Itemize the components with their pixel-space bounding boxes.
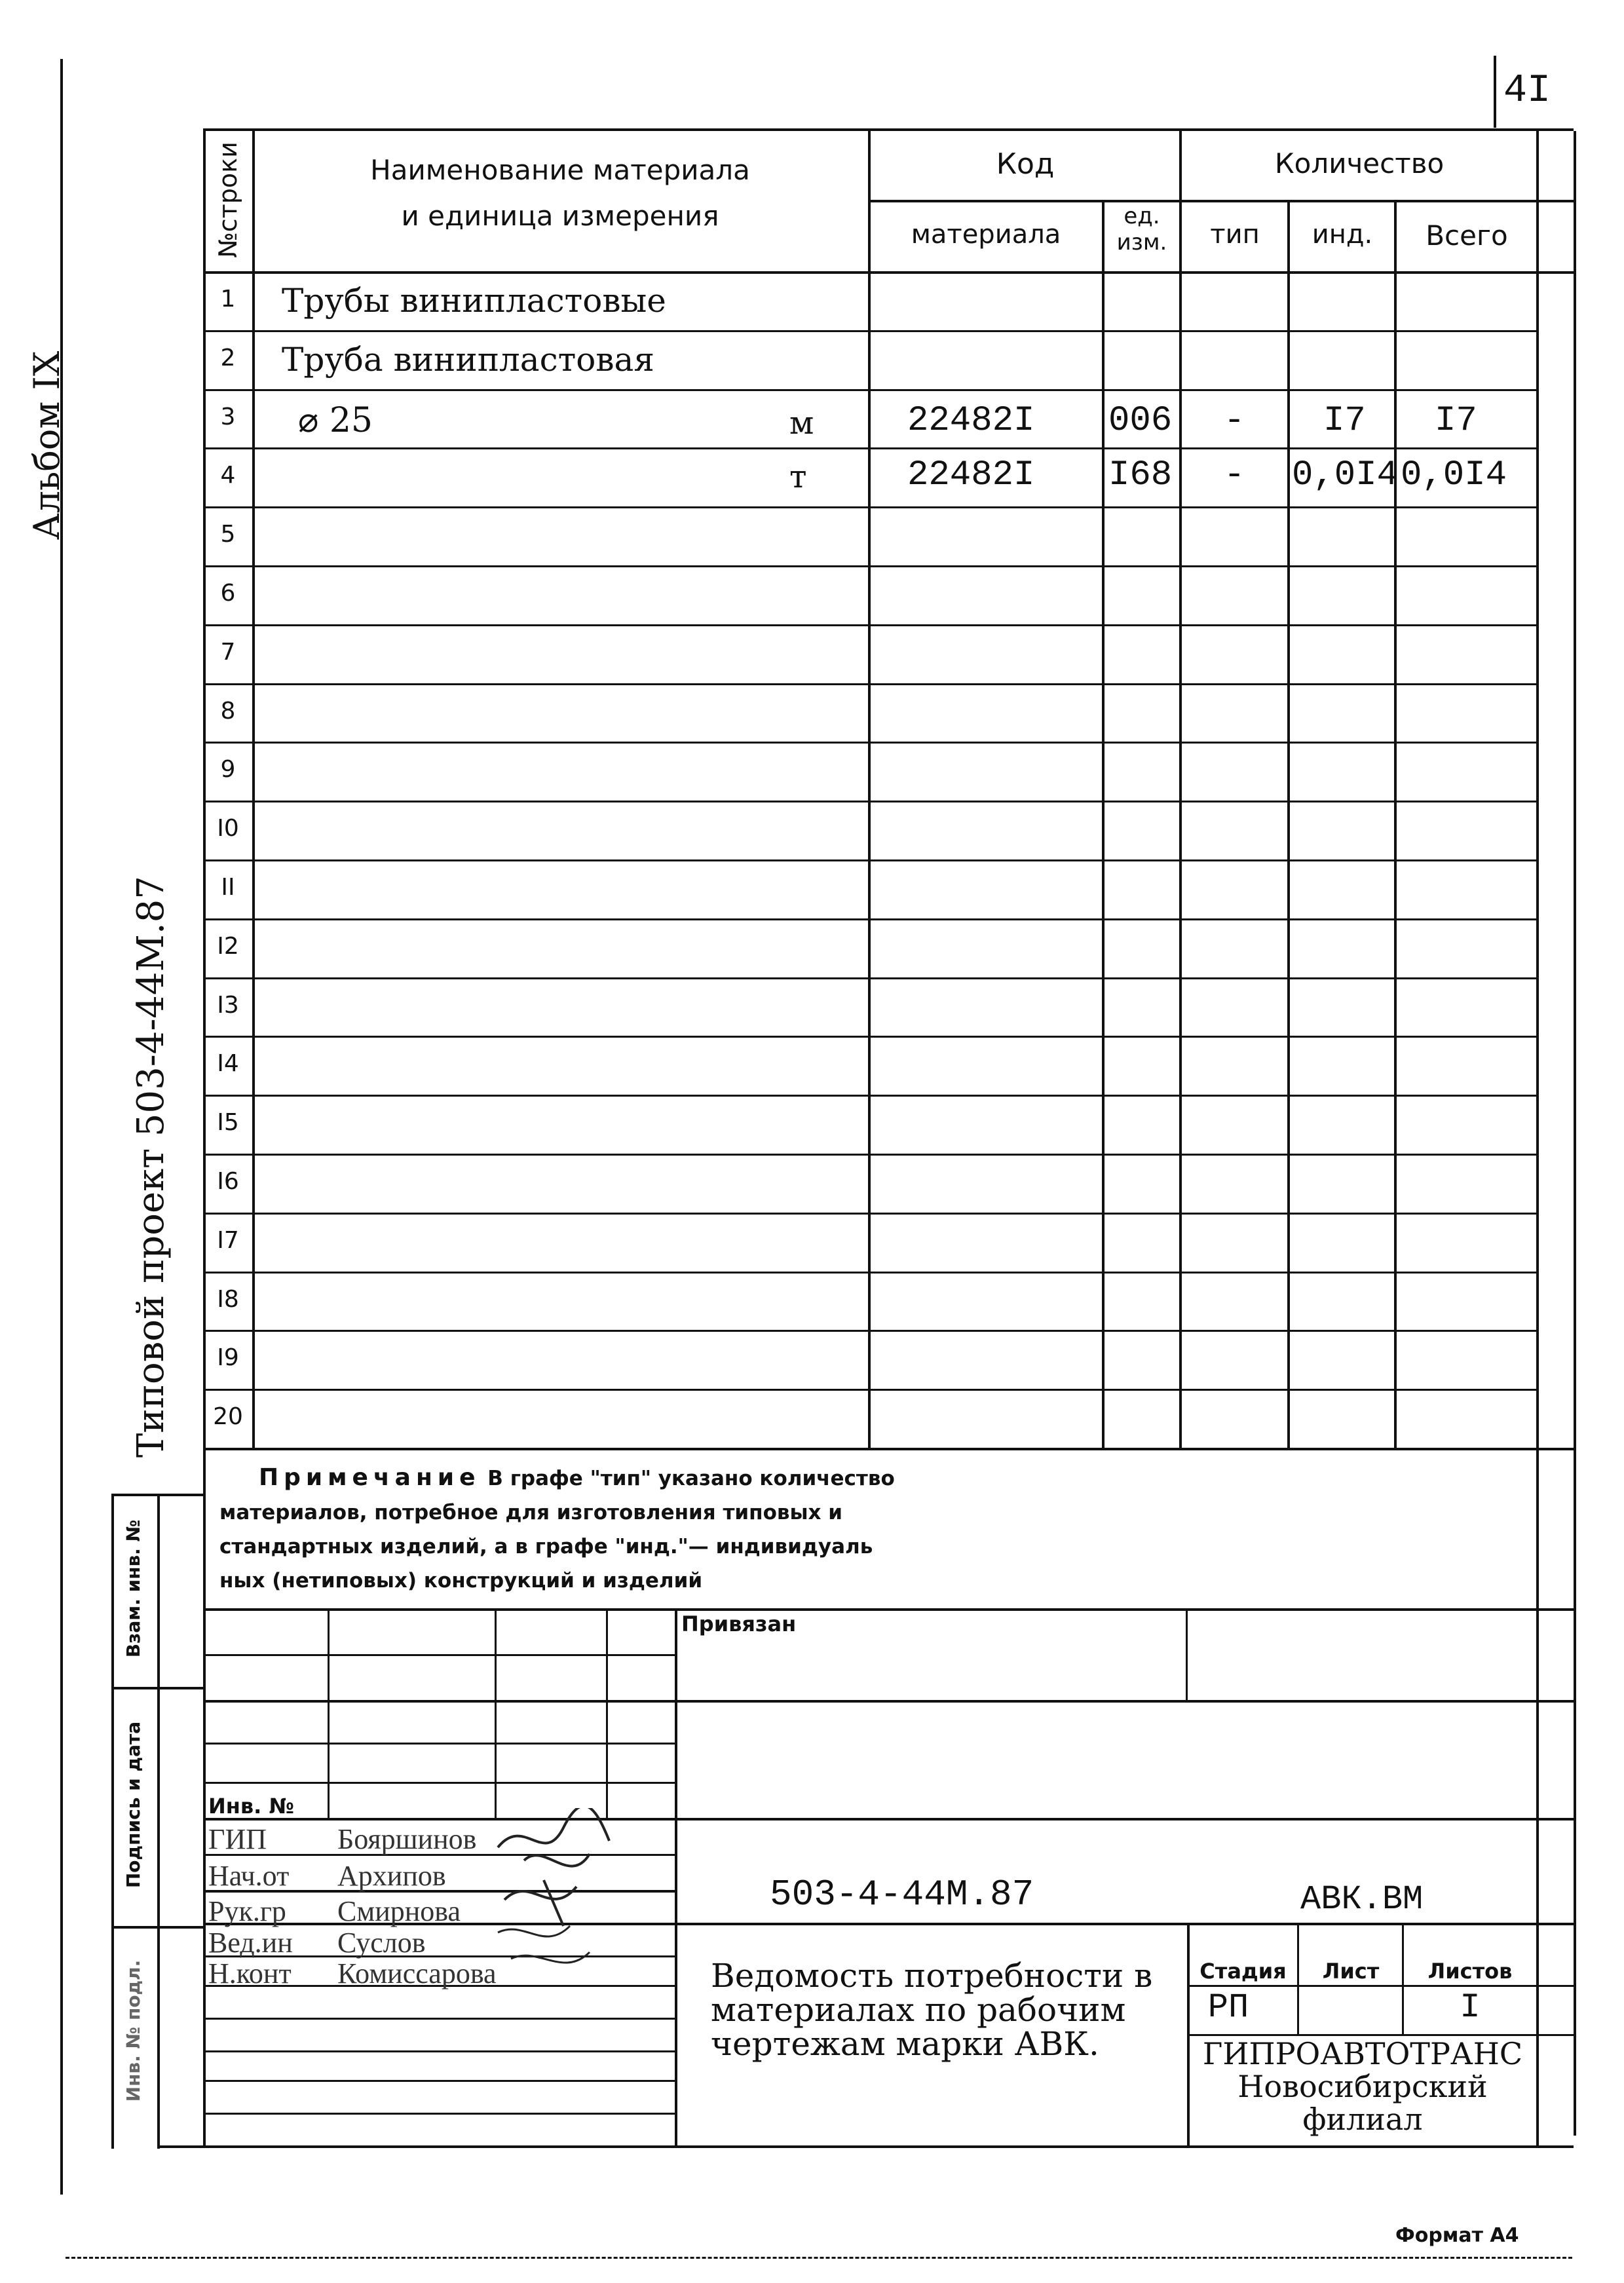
signer-role-4: Вед.ин	[208, 1927, 293, 1959]
row-divider	[203, 977, 1536, 979]
col-ind-right	[1394, 200, 1397, 1448]
tb-line-2595	[203, 1700, 1574, 1703]
header-name-unit: и единица измерения	[401, 200, 719, 232]
signatures-scribble	[485, 1808, 655, 1985]
row4-type: -	[1224, 455, 1245, 495]
row-divider	[203, 801, 1536, 802]
format-label: Формат А4	[1395, 2224, 1519, 2247]
row-number: 8	[220, 698, 236, 725]
tb-line-2720	[203, 1782, 675, 1784]
col-unit-right	[1179, 128, 1182, 1448]
signer-name-5: Комиссарова	[337, 1957, 497, 1990]
row-number: I6	[217, 1168, 239, 1195]
tb-line-2525	[203, 1654, 675, 1656]
row-number: 20	[213, 1403, 243, 1430]
col-code-right	[1102, 200, 1105, 1448]
document-code: 503-4-44М.87	[770, 1874, 1034, 1915]
privyazan-label: Привязан	[681, 1612, 797, 1636]
row-number: I8	[217, 1286, 239, 1313]
row2-name: Труба винипластовая	[282, 341, 654, 379]
signer-role-1: ГИП	[208, 1823, 267, 1855]
signer-role-3: Рук.гр	[208, 1895, 286, 1927]
tb-col-2140	[1402, 1923, 1404, 2034]
table-left-border	[203, 128, 206, 1448]
row-divider	[203, 624, 1536, 626]
vzam-inv-label: Взам. инв. №	[123, 1519, 144, 1658]
header-code: Код	[996, 147, 1055, 181]
tb-line-2775	[203, 1818, 1574, 1821]
tb-stage-header-line	[1187, 1985, 1574, 1987]
row-number: I7	[217, 1227, 239, 1254]
row4-ind: 0,0I4	[1292, 455, 1399, 495]
row-number: 1	[220, 286, 236, 312]
row-number: 2	[220, 345, 236, 371]
note-block	[219, 1461, 1202, 1598]
tb-line-3130	[203, 2050, 675, 2052]
row-divider	[203, 1213, 1536, 1215]
sheets-value: I	[1460, 1988, 1481, 2027]
stamp-col-left	[111, 1494, 114, 2149]
stage-label: Стадия	[1199, 1959, 1287, 1984]
signer-name-3: Смирнова	[337, 1895, 461, 1927]
row-divider	[203, 1272, 1536, 1274]
row3-code: 22482I	[907, 401, 1035, 441]
stamp-col-div2	[111, 1926, 203, 1929]
signer-role-5: Н.конт	[208, 1957, 292, 1990]
col-total-right	[1536, 128, 1539, 1448]
row-number: I4	[217, 1050, 239, 1077]
organization-line3: филиал	[1302, 2102, 1423, 2137]
row3-ind: I7	[1323, 401, 1366, 441]
frame-right-border	[1574, 131, 1576, 2136]
page-number: 4I	[1503, 69, 1551, 113]
row-divider	[203, 447, 1536, 449]
note-line1: В графе "тип" указано количество	[487, 1467, 895, 1490]
document-title-line2: материалах по рабочим	[711, 1991, 1126, 2029]
row-number: 3	[220, 404, 236, 430]
table-bottom-border	[203, 1448, 1574, 1450]
tb-bottom-border	[157, 2145, 1574, 2148]
document-title-line1: Ведомость потребности в	[711, 1957, 1153, 1995]
tb-col-1980	[1297, 1923, 1299, 2034]
row-number: II	[221, 874, 235, 901]
col-name-right	[868, 128, 871, 1448]
tb-col-755	[495, 1608, 497, 1818]
sheet-label: Лист	[1322, 1959, 1380, 1984]
frame-bottom-border	[66, 2257, 1572, 2259]
header-code-material: материала	[911, 219, 1061, 250]
row3-unit: м	[789, 405, 814, 442]
row3-ucode: 006	[1108, 401, 1173, 441]
inv-no-label: Инв. №	[208, 1794, 294, 1819]
tb-col-500	[328, 1608, 330, 1818]
row-number: 4	[220, 462, 236, 489]
document-mark: АВК.ВМ	[1300, 1880, 1424, 1919]
header-subdivider	[868, 200, 1574, 202]
project-label: Типовой проект 503-4-44М.87	[130, 876, 172, 1458]
note-line3: стандартных изделий, а в графе "инд."— индивидуаль	[219, 1535, 873, 1558]
header-qty-total: Всего	[1426, 219, 1508, 252]
signer-name-1: Бояршинов	[337, 1823, 477, 1855]
header-row-number: №строки	[214, 142, 242, 258]
signer-name-2: Архипов	[337, 1860, 446, 1892]
col-rownum-right	[252, 128, 255, 1448]
signer-role-2: Нач.от	[208, 1860, 290, 1892]
row4-total: 0,0I4	[1401, 455, 1507, 495]
header-code-unit: ед. изм.	[1116, 203, 1167, 255]
note-line2: материалов, потребное для изготовления типовых и	[219, 1501, 843, 1524]
row-number: I3	[217, 992, 239, 1019]
row3-type: -	[1224, 401, 1245, 441]
inv-podl-label: Инв. № подл.	[123, 1959, 144, 2102]
row4-code: 22482I	[907, 455, 1035, 495]
row3-name: ⌀ 25	[298, 401, 373, 440]
tb-left-border	[203, 1448, 206, 2145]
row3-total: I7	[1435, 401, 1477, 441]
row-divider	[203, 918, 1536, 920]
row-divider	[203, 330, 1536, 332]
row-divider	[203, 859, 1536, 861]
note-line4: ных (нетиповых) конструкций и изделий	[219, 1569, 703, 1593]
document-title-line3: чертежам марки АВК.	[711, 2025, 1099, 2063]
sheets-label: Листов	[1427, 1959, 1513, 1984]
header-bottom-border	[203, 271, 1574, 274]
row4-unit: т	[789, 459, 807, 495]
row4-ucode: I68	[1108, 455, 1173, 495]
header-quantity: Количество	[1274, 147, 1445, 179]
header-qty-ind: инд.	[1312, 219, 1373, 250]
row-number: I5	[217, 1109, 239, 1136]
tb-right-border	[1536, 1448, 1539, 2145]
row-divider	[203, 506, 1536, 508]
header-name: Наименование материала	[370, 154, 750, 186]
row-number: 5	[220, 521, 236, 548]
row-number: I2	[217, 933, 239, 960]
row-number: I9	[217, 1344, 239, 1371]
tb-line-3080	[203, 2018, 675, 2020]
table-top-border	[203, 128, 1574, 131]
row-divider	[203, 565, 1536, 567]
row-divider	[203, 683, 1536, 685]
row-divider	[203, 1154, 1536, 1156]
row-number: I0	[217, 815, 239, 842]
row-divider	[203, 742, 1536, 744]
tb-line-3175	[203, 2080, 675, 2082]
organization	[1189, 2037, 1536, 2136]
organization-line1: ГИПРОАВТОТРАНС	[1202, 2036, 1523, 2071]
row-divider	[203, 1036, 1536, 1038]
row-divider	[203, 1095, 1536, 1097]
note-heading: Примечание	[259, 1464, 481, 1491]
signer-name-4: Суслов	[337, 1927, 426, 1959]
stamp-col-top	[111, 1494, 203, 1496]
stamp-col-div1	[111, 1687, 203, 1689]
header-qty-type: тип	[1210, 219, 1260, 250]
row-divider	[203, 389, 1536, 391]
tb-col-1810	[1186, 1608, 1188, 1700]
row-number: 6	[220, 580, 236, 607]
document-title	[711, 1959, 1152, 2061]
row-number: 9	[220, 756, 236, 783]
row1-name: Трубы винипластовые	[282, 282, 666, 320]
tb-line-2660	[203, 1743, 675, 1745]
tb-col-1030	[675, 1608, 677, 2145]
tb-col-925	[606, 1608, 608, 1818]
organization-line2: Новосибирский	[1237, 2069, 1488, 2104]
stage-value: РП	[1207, 1988, 1249, 2027]
page-number-box-left	[1494, 56, 1496, 128]
album-label: Альбом IX	[26, 350, 67, 540]
row-divider	[203, 1330, 1536, 1332]
tb-top-border	[203, 1608, 1574, 1611]
col-type-right	[1287, 200, 1290, 1448]
podpis-data-label: Подпись и дата	[123, 1721, 144, 1889]
row-number: 7	[220, 639, 236, 666]
tb-line-3225	[203, 2113, 675, 2115]
stamp-col-right	[157, 1494, 160, 2149]
row-divider	[203, 1389, 1536, 1391]
